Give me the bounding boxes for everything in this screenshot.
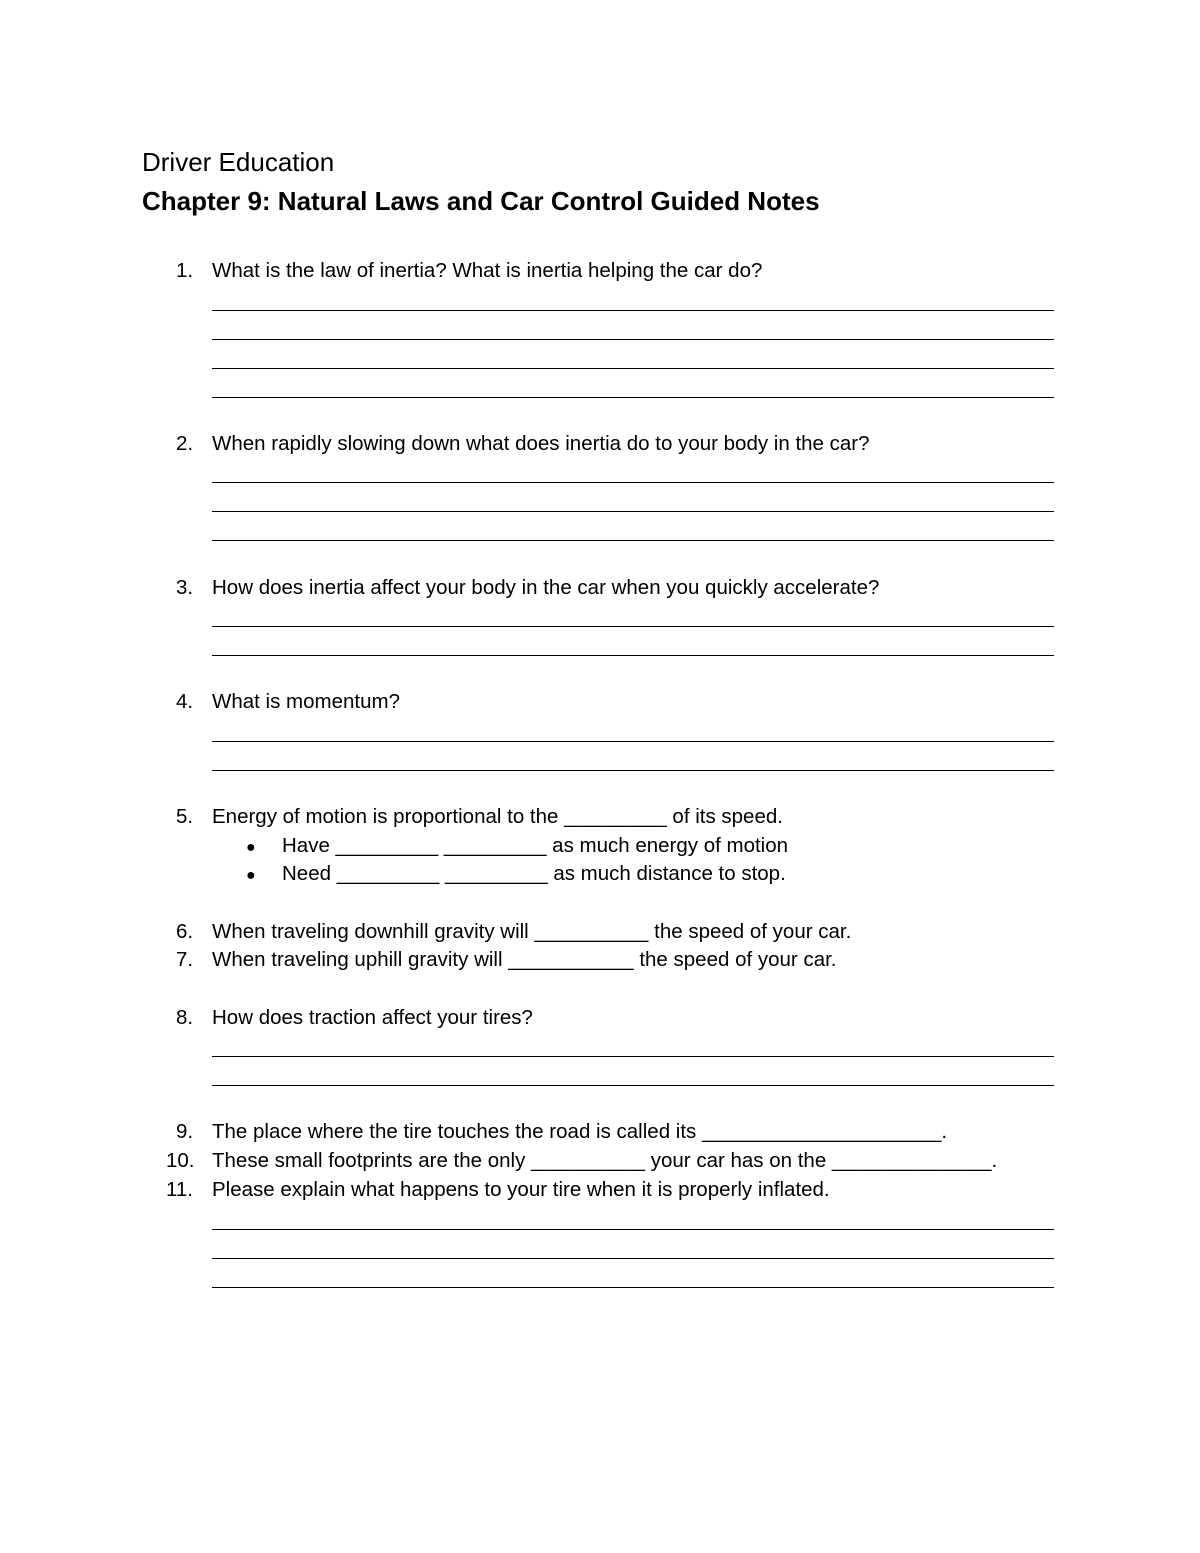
question-9 (176, 1119, 947, 1145)
question-6 (176, 919, 851, 945)
question-8 (176, 1005, 533, 1031)
answer-line[interactable] (212, 511, 1054, 512)
question-number: 6. (176, 920, 194, 943)
answer-line[interactable] (212, 1056, 1054, 1057)
question-number: 5. (176, 805, 194, 828)
chapter-title: Chapter 9: Natural Laws and Car Control Guided Notes (142, 186, 820, 216)
question-number: 7. (176, 948, 194, 971)
question-10 (166, 1148, 998, 1174)
bullet-icon: ● (246, 839, 256, 856)
question-4 (176, 689, 400, 715)
answer-line[interactable] (212, 482, 1054, 483)
question-3 (176, 575, 879, 601)
answer-line[interactable] (212, 1287, 1054, 1288)
answer-line[interactable] (212, 626, 1054, 627)
question-text: How does inertia affect your body in the car when you quickly accelerate? (212, 576, 880, 599)
answer-line[interactable] (212, 1085, 1054, 1086)
question-text: When rapidly slowing down what does inertia do to your body in the car? (212, 432, 870, 455)
question-number: 10. (166, 1149, 195, 1172)
bullet-item-2 (246, 861, 786, 889)
bullet-text: Have _________ _________ as much energy of motion (282, 834, 789, 857)
question-text: How does traction affect your tires? (212, 1006, 533, 1029)
question-number: 11. (166, 1178, 193, 1201)
question-number: 9. (176, 1120, 194, 1143)
question-text: When traveling uphill gravity will ___________ the speed of your car. (212, 948, 837, 971)
answer-line[interactable] (212, 770, 1054, 771)
question-1 (176, 258, 762, 284)
question-number: 4. (176, 690, 194, 713)
answer-line[interactable] (212, 1258, 1054, 1259)
answer-line[interactable] (212, 540, 1054, 541)
course-title: Driver Education (142, 147, 335, 177)
question-7 (176, 947, 837, 973)
question-text: Please explain what happens to your tire when it is properly inflated. (212, 1178, 830, 1201)
question-2 (176, 431, 870, 457)
bullet-icon: ● (246, 867, 256, 884)
question-number: 8. (176, 1006, 194, 1029)
answer-line[interactable] (212, 310, 1054, 311)
question-number: 1. (176, 259, 194, 282)
question-11 (166, 1177, 830, 1203)
question-text: When traveling downhill gravity will __________ the speed of your car. (212, 920, 852, 943)
question-5 (176, 804, 783, 830)
question-text: What is momentum? (212, 690, 400, 713)
bullet-text: Need _________ _________ as much distance to stop. (282, 862, 786, 885)
answer-line[interactable] (212, 1229, 1054, 1230)
question-text: The place where the tire touches the road is called its _____________________. (212, 1120, 948, 1143)
question-number: 3. (176, 576, 194, 599)
answer-line[interactable] (212, 368, 1054, 369)
question-text: These small footprints are the only __________ your car has on the ______________. (212, 1149, 998, 1172)
answer-line[interactable] (212, 655, 1054, 656)
answer-line[interactable] (212, 741, 1054, 742)
answer-line[interactable] (212, 397, 1054, 398)
bullet-item-1 (246, 833, 788, 861)
question-text: Energy of motion is proportional to the _________ of its speed. (212, 805, 783, 828)
answer-line[interactable] (212, 339, 1054, 340)
question-text: What is the law of inertia? What is inertia helping the car do? (212, 259, 763, 282)
question-number: 2. (176, 432, 194, 455)
